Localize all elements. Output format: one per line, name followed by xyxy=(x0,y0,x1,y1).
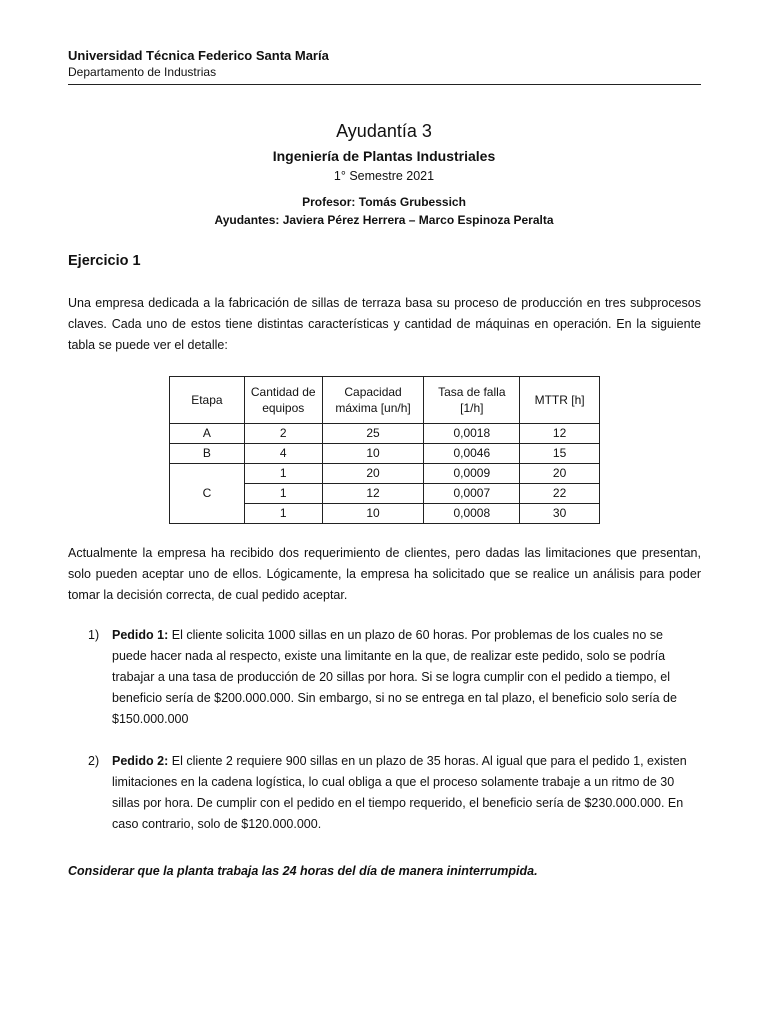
equipment-cell: 1 xyxy=(244,504,322,524)
mttr-cell: 12 xyxy=(520,424,600,444)
header-cell: Cantidad de equipos xyxy=(244,377,322,424)
order-text: El cliente 2 requiere 900 sillas en un plazo de 35 horas. Al igual que para el pedido 1, existen limitaciones en la cadena logística, lo cual obliga a que el proceso solamente trabaje a un ritmo de 30 sillas por hora. De cumplir con el pedido en el tiempo requerido, el beneficio sería de $230.000.000. En caso contrario, solo de $120.000.000. xyxy=(112,754,687,831)
failure-rate-cell: 0,0008 xyxy=(424,504,520,524)
order-text: El cliente solicita 1000 sillas en un plazo de 60 horas. Por problemas de los cuales no se puede hacer nada al respecto, existe una limitante en la que, de realizar este pedido, solo se podría trabajar a una tasa de producción de 20 sillas por hora. Si se logra cumplir con el pedido a tiempo, el beneficio sería de $200.000.000. Sin embargo, si no se entrega en tal plazo, el beneficio solo sería de $150.000.000 xyxy=(112,628,677,726)
header-cell: Tasa de falla [1/h] xyxy=(424,377,520,424)
order-number: 2) xyxy=(88,754,100,768)
semester-label: 1° Semestre 2021 xyxy=(333,169,435,183)
mttr-cell: 22 xyxy=(520,484,600,504)
order-number: 1) xyxy=(88,628,100,642)
capacity-cell: 25 xyxy=(322,424,424,444)
order-label: Pedido 1: xyxy=(112,628,169,642)
exercise-heading: Ejercicio 1 xyxy=(68,253,141,269)
department-name: Departamento de Industrias xyxy=(68,65,217,79)
table-row xyxy=(170,424,600,444)
header-divider xyxy=(68,84,701,85)
header-cell: Capacidad máxima [un/h] xyxy=(322,377,424,424)
table-row xyxy=(170,464,600,484)
title-block xyxy=(0,119,768,229)
order-label: Pedido 2: xyxy=(112,754,169,768)
orders-list xyxy=(68,625,701,856)
equipment-cell: 4 xyxy=(244,444,322,464)
equipment-cell: 1 xyxy=(244,484,322,504)
stage-table xyxy=(169,376,600,524)
document-title: Ayudantía 3 xyxy=(336,121,432,141)
capacity-cell: 12 xyxy=(322,484,424,504)
document-header xyxy=(68,47,701,80)
list-item xyxy=(68,751,701,835)
assistants-label: Ayudantes: Javiera Pérez Herrera – Marco Espinoza Peralta xyxy=(214,213,554,227)
university-name: Universidad Técnica Federico Santa María xyxy=(68,48,329,63)
stage-cell: A xyxy=(170,424,245,444)
table-row xyxy=(170,444,600,464)
header-cell: MTTR [h] xyxy=(520,377,600,424)
mttr-cell: 15 xyxy=(520,444,600,464)
operating-note: Considerar que la planta trabaja las 24 horas del día de manera ininterrumpida. xyxy=(68,864,538,878)
failure-rate-cell: 0,0046 xyxy=(424,444,520,464)
failure-rate-cell: 0,0009 xyxy=(424,464,520,484)
mttr-cell: 20 xyxy=(520,464,600,484)
header-cell: Etapa xyxy=(170,377,245,424)
course-name: Ingeniería de Plantas Industriales xyxy=(272,148,496,164)
failure-rate-cell: 0,0018 xyxy=(424,424,520,444)
capacity-cell: 10 xyxy=(322,504,424,524)
stage-cell: C xyxy=(170,464,245,524)
table-header-row xyxy=(170,377,600,424)
equipment-cell: 1 xyxy=(244,464,322,484)
context-paragraph: Actualmente la empresa ha recibido dos requerimiento de clientes, pero dadas las limitaciones que presentan, solo pueden aceptar uno de ellos. Lógicamente, la empresa ha solicitado que se realice un análisis para poder tomar la decisión correcta, de cual pedido aceptar. xyxy=(68,546,701,602)
professor-label: Profesor: Tomás Grubessich xyxy=(302,195,466,209)
mttr-cell: 30 xyxy=(520,504,600,524)
stage-cell: B xyxy=(170,444,245,464)
failure-rate-cell: 0,0007 xyxy=(424,484,520,504)
capacity-cell: 10 xyxy=(322,444,424,464)
intro-paragraph: Una empresa dedicada a la fabricación de sillas de terraza basa su proceso de producción en tres subprocesos claves. Cada uno de estos tiene distintas características y cantidad de máquinas en operación. En la siguiente tabla se puede ver el detalle: xyxy=(68,296,701,352)
equipment-cell: 2 xyxy=(244,424,322,444)
list-item xyxy=(68,625,701,730)
capacity-cell: 20 xyxy=(322,464,424,484)
